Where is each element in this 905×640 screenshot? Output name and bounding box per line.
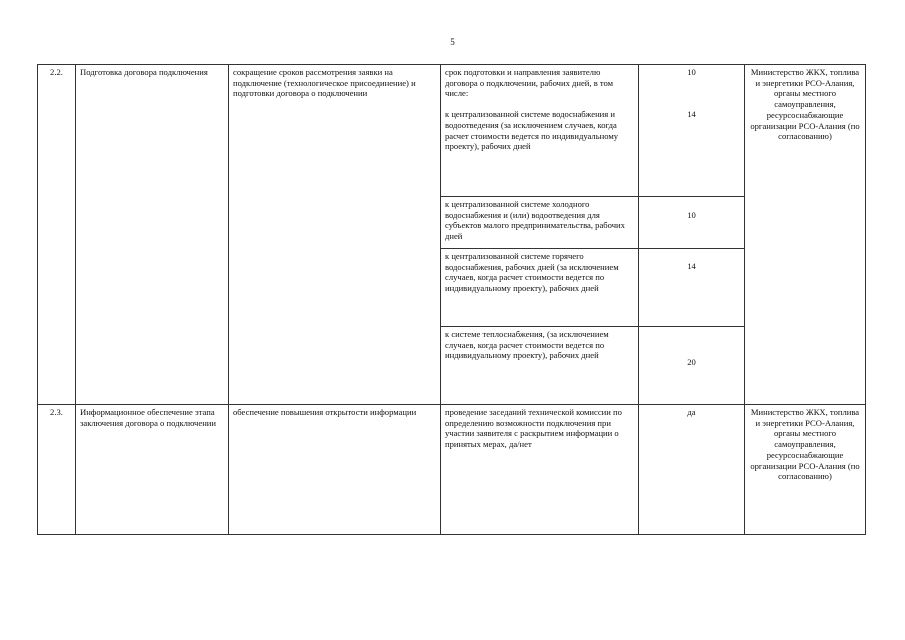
value-cell	[639, 197, 745, 249]
indicator-cell: к централизованной системе холодного водоснабжения и (или) водоотведения для субъектов малого предпринимательства, рабочих дней	[441, 197, 639, 249]
value-cell: да	[639, 405, 745, 535]
row-number-cell: 2.2.	[38, 65, 76, 405]
value-cell	[639, 249, 745, 327]
responsible-cell: Министерство ЖКХ, топлива и энергетики РСО-Алания, органы местного самоуправления, ресурсоснабжающие организации РСО-Алания (по согласованию)	[745, 405, 866, 535]
indicator-value: 10	[687, 67, 696, 77]
page-number: 5	[450, 37, 455, 47]
indicator-value: 20	[687, 357, 696, 367]
indicator-value: 14	[687, 261, 696, 271]
row-number-cell: 2.3.	[38, 405, 76, 535]
measures-table	[37, 64, 866, 535]
indicator-cell: проведение заседаний технической комиссии по определению возможности подключения при участии заявителя с раскрытием информации о принятых мерах, да/нет	[441, 405, 639, 535]
event-cell: Подготовка договора подключения	[76, 65, 229, 405]
indicator-value: 10	[687, 210, 696, 220]
table-row	[38, 65, 866, 197]
indicator-text: срок подготовки и направления заявителю договора о подключении, рабочих дней, в том числе:	[445, 67, 614, 99]
indicator-cell: к системе теплоснабжения, (за исключением случаев, когда расчет стоимости ведется по индивидуальному проекту), рабочих дней	[441, 327, 639, 405]
value-cell	[639, 327, 745, 405]
result-cell: сокращение сроков рассмотрения заявки на подключение (технологическое присоединение) и подготовки договора о подключении	[229, 65, 441, 405]
value-cell	[639, 65, 745, 197]
indicator-subtext: к централизованной системе водоснабжения и водоотведения (за исключением случаев, когда расчет стоимости ведется по индивидуальному проекту), рабочих дней	[445, 109, 619, 152]
indicator-cell: к централизованной системе горячего водоснабжения, рабочих дней (за исключением случаев, когда расчет стоимости ведется по индивидуальному проекту), рабочих дней	[441, 249, 639, 327]
event-cell: Информационное обеспечение этапа заключения договора о подключении	[76, 405, 229, 535]
indicator-value: 14	[687, 108, 696, 119]
result-cell: обеспечение повышения открытости информации	[229, 405, 441, 535]
responsible-cell: Министерство ЖКХ, топлива и энергетики РСО-Алания, органы местного самоуправления, ресурсоснабжающие организации РСО-Алания (по согласованию)	[745, 65, 866, 405]
indicator-cell	[441, 65, 639, 197]
table-row	[38, 405, 866, 535]
